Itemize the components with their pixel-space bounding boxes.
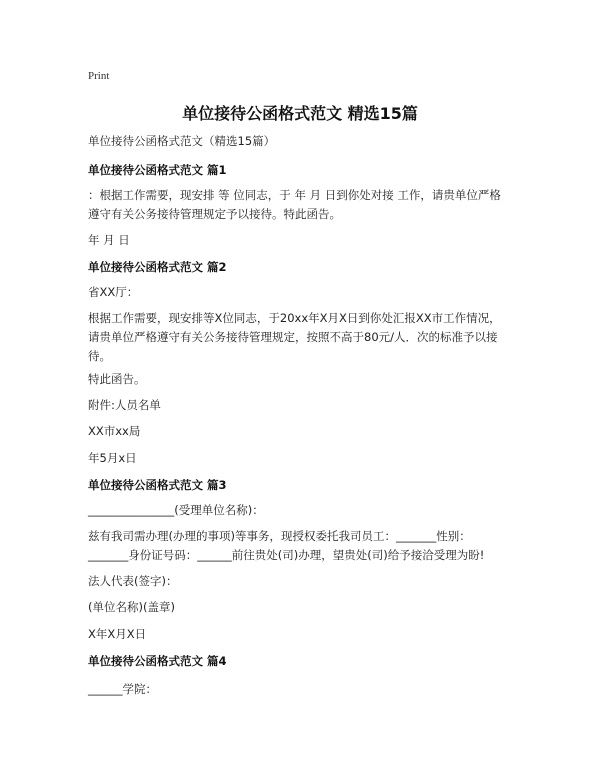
print-label[interactable]: Print bbox=[88, 70, 110, 82]
section-3-signature: 法人代表(签字)： bbox=[88, 574, 178, 588]
section-3-recipient: _______________(受理单位名称)： bbox=[88, 503, 264, 517]
section-3-date: X年X月X日 bbox=[88, 627, 147, 641]
section-2-sender: XX市xx局 bbox=[88, 424, 141, 438]
section-1-line-1: ：根据工作需要，现安排 等 位同志，于 年 月 日到你处对接 工作，请贵单位严格 bbox=[88, 188, 501, 202]
section-2-closing: 特此函告。 bbox=[88, 372, 146, 386]
section-2-line-2: 请贵单位严格遵守有关公务接待管理规定，按照不高于80元/人．次的标准予以接 bbox=[88, 330, 498, 344]
section-1-line-2: 遵守有关公务接待管理规定予以接待。特此函告。 bbox=[88, 207, 341, 221]
section-2-salutation: 省XX厅： bbox=[88, 285, 139, 299]
section-2-line-3: 待。 bbox=[88, 349, 111, 363]
section-4-salutation: ______学院： bbox=[88, 682, 157, 696]
section-1-date: 年 月 日 bbox=[88, 233, 130, 247]
document-subtitle: 单位接待公函格式范文（精选15篇） bbox=[88, 134, 276, 148]
section-3-body bbox=[88, 527, 518, 565]
section-heading-4: 单位接待公函格式范文 篇4 bbox=[88, 654, 227, 668]
section-3-line-1: 兹有我司需办理(办理的事项)等事务，现授权委托我司员工：_______性别： bbox=[88, 529, 471, 543]
section-2-attachment: 附件:人员名单 bbox=[88, 398, 161, 412]
section-2-line-1: 根据工作需要，现安排等X位同志，于20xx年X月X日到你处汇报XX市工作情况， bbox=[88, 311, 501, 325]
section-3-stamp: (单位名称)(盖章) bbox=[88, 600, 175, 614]
section-2-date: 年5月x日 bbox=[88, 451, 137, 465]
document-title: 单位接待公函格式范文 精选15篇 bbox=[182, 104, 418, 123]
section-2-body bbox=[88, 309, 518, 366]
section-3-line-2: _______身份证号码：______前往贵处(司)办理，望贵处(司)给予接洽受理为盼! bbox=[88, 548, 485, 562]
section-heading-2: 单位接待公函格式范文 篇2 bbox=[88, 260, 227, 274]
section-heading-3: 单位接待公函格式范文 篇3 bbox=[88, 478, 227, 492]
section-1-body bbox=[88, 186, 518, 224]
section-heading-1: 单位接待公函格式范文 篇1 bbox=[88, 163, 227, 177]
